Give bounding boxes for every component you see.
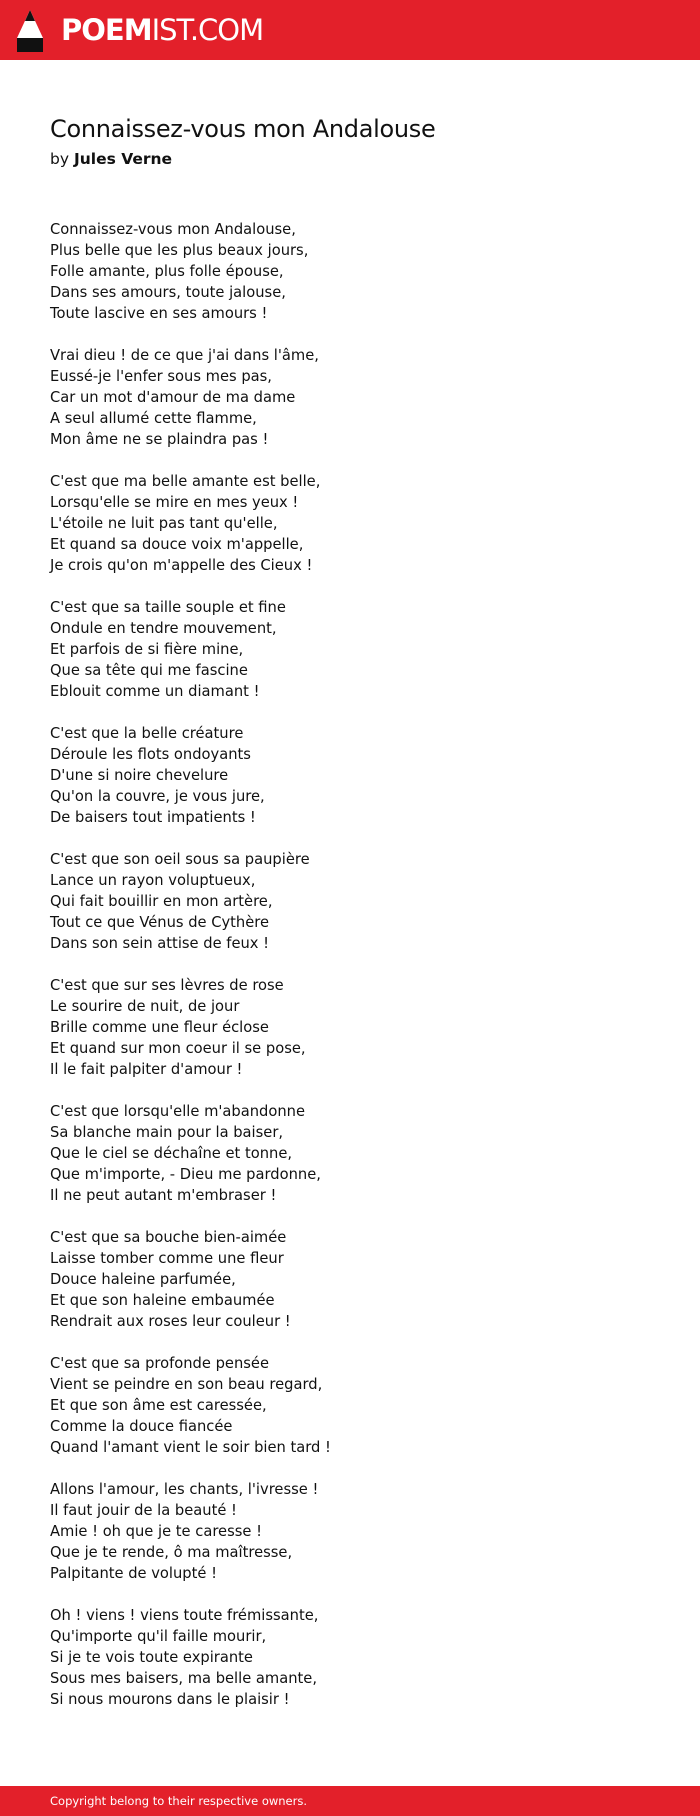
poem-line: Quand l'amant vient le soir bien tard ! [50, 1439, 331, 1456]
poem-line: Toute lascive en ses amours ! [50, 305, 268, 322]
poem-line: De baisers tout impatients ! [50, 809, 256, 826]
poem-line: Car un mot d'amour de ma dame [50, 389, 296, 406]
poem-line: Comme la douce fiancée [50, 1418, 233, 1435]
poem-line: Vient se peindre en son beau regard, [50, 1376, 323, 1393]
poem-line: Que je te rende, ô ma maîtresse, [50, 1544, 293, 1561]
poem-line: Lorsqu'elle se mire en mes yeux ! [50, 494, 299, 511]
poem-line: C'est que sa profonde pensée [50, 1355, 269, 1372]
poem-line: C'est que son oeil sous sa paupière [50, 851, 310, 868]
poem-stanza [50, 1101, 670, 1206]
poem-stanza [50, 1353, 670, 1458]
poem-line: Je crois qu'on m'appelle des Cieux ! [50, 557, 313, 574]
site-header [0, 0, 700, 60]
poem-line: Mon âme ne se plaindra pas ! [50, 431, 269, 448]
poem-line: C'est que lorsqu'elle m'abandonne [50, 1103, 306, 1120]
poem-line: Qu'importe qu'il faille mourir, [50, 1628, 267, 1645]
poem-line: Ondule en tendre mouvement, [50, 620, 277, 637]
poem-line: Si nous mourons dans le plaisir ! [50, 1691, 290, 1708]
poem-line: Plus belle que les plus beaux jours, [50, 242, 309, 259]
poem-line: Il le fait palpiter d'amour ! [50, 1061, 243, 1078]
poem-line: A seul allumé cette flamme, [50, 410, 257, 427]
poem-line: Il faut jouir de la beauté ! [50, 1502, 237, 1519]
poem-line: Laisse tomber comme une fleur [50, 1250, 284, 1267]
poem-line: Dans son sein attise de feux ! [50, 935, 270, 952]
poem-byline [50, 148, 172, 170]
copyright-text: Copyright belong to their respective owners. [50, 1794, 308, 1808]
poem-body [50, 219, 670, 1731]
poem-line: Que sa tête qui me fascine [50, 662, 248, 679]
poem-line: Eblouit comme un diamant ! [50, 683, 260, 700]
poem-line: D'une si noire chevelure [50, 767, 229, 784]
poem-stanza [50, 1479, 670, 1584]
poem-author: Jules Verne [73, 150, 173, 168]
poem-line: Sa blanche main pour la baiser, [50, 1124, 284, 1141]
poem-line: Et que son âme est caressée, [50, 1397, 267, 1414]
poem-line: L'étoile ne luit pas tant qu'elle, [50, 515, 278, 532]
poem-line: Qu'on la couvre, je vous jure, [50, 788, 265, 805]
poem-stanza [50, 723, 670, 828]
poem-line: Que le ciel se déchaîne et tonne, [50, 1145, 293, 1162]
poem-line: Le sourire de nuit, de jour [50, 998, 240, 1015]
poem-line: C'est que la belle créature [50, 725, 244, 742]
poem-line: Que m'importe, - Dieu me pardonne, [50, 1166, 321, 1183]
poem-title: Connaissez-vous mon Andalouse [50, 115, 436, 143]
poem-line: Tout ce que Vénus de Cythère [50, 914, 270, 931]
poem-line: Amie ! oh que je te caresse ! [50, 1523, 262, 1540]
poem-line: Dans ses amours, toute jalouse, [50, 284, 286, 301]
site-logo-text[interactable] [61, 10, 263, 50]
poem-line: C'est que ma belle amante est belle, [50, 473, 321, 490]
poem-line: Eussé-je l'enfer sous mes pas, [50, 368, 272, 385]
poem-stanza [50, 345, 670, 450]
poem-line: Connaissez-vous mon Andalouse, [50, 221, 296, 238]
poem-line: C'est que sa bouche bien-aimée [50, 1229, 287, 1246]
pencil-tip-icon[interactable] [17, 10, 43, 52]
poem-line: C'est que sur ses lèvres de rose [50, 977, 284, 994]
poem-stanza [50, 219, 670, 324]
poem-line: Folle amante, plus folle épouse, [50, 263, 284, 280]
poem-line: Douce haleine parfumée, [50, 1271, 236, 1288]
poem-line: Palpitante de volupté ! [50, 1565, 217, 1582]
poem-stanza [50, 471, 670, 576]
poem-line: Et que son haleine embaumée [50, 1292, 275, 1309]
site-footer [0, 1786, 700, 1816]
poem-line: Sous mes baisers, ma belle amante, [50, 1670, 318, 1687]
poem-stanza [50, 975, 670, 1080]
poem-stanza [50, 597, 670, 702]
poem-line: Et quand sur mon coeur il se pose, [50, 1040, 306, 1057]
poem-line: Brille comme une fleur éclose [50, 1019, 269, 1036]
by-label: by [50, 150, 70, 168]
poem-line: Si je te vois toute expirante [50, 1649, 253, 1666]
poem-line: Oh ! viens ! viens toute frémissante, [50, 1607, 319, 1624]
poem-line: Et quand sa douce voix m'appelle, [50, 536, 304, 553]
poem-stanza [50, 849, 670, 954]
poem-line: Lance un rayon voluptueux, [50, 872, 256, 889]
brand-bold-text: POEM [61, 13, 152, 47]
brand-light-text: IST.COM [151, 13, 264, 47]
poem-stanza [50, 1605, 670, 1710]
poem-line: Rendrait aux roses leur couleur ! [50, 1313, 291, 1330]
poem-line: Vrai dieu ! de ce que j'ai dans l'âme, [50, 347, 319, 364]
poem-line: Déroule les flots ondoyants [50, 746, 251, 763]
poem-line: Qui fait bouillir en mon artère, [50, 893, 273, 910]
poem-line: Il ne peut autant m'embraser ! [50, 1187, 277, 1204]
poem-line: Et parfois de si fière mine, [50, 641, 244, 658]
poem-line: C'est que sa taille souple et fine [50, 599, 286, 616]
poem-stanza [50, 1227, 670, 1332]
poem-line: Allons l'amour, les chants, l'ivresse ! [50, 1481, 319, 1498]
